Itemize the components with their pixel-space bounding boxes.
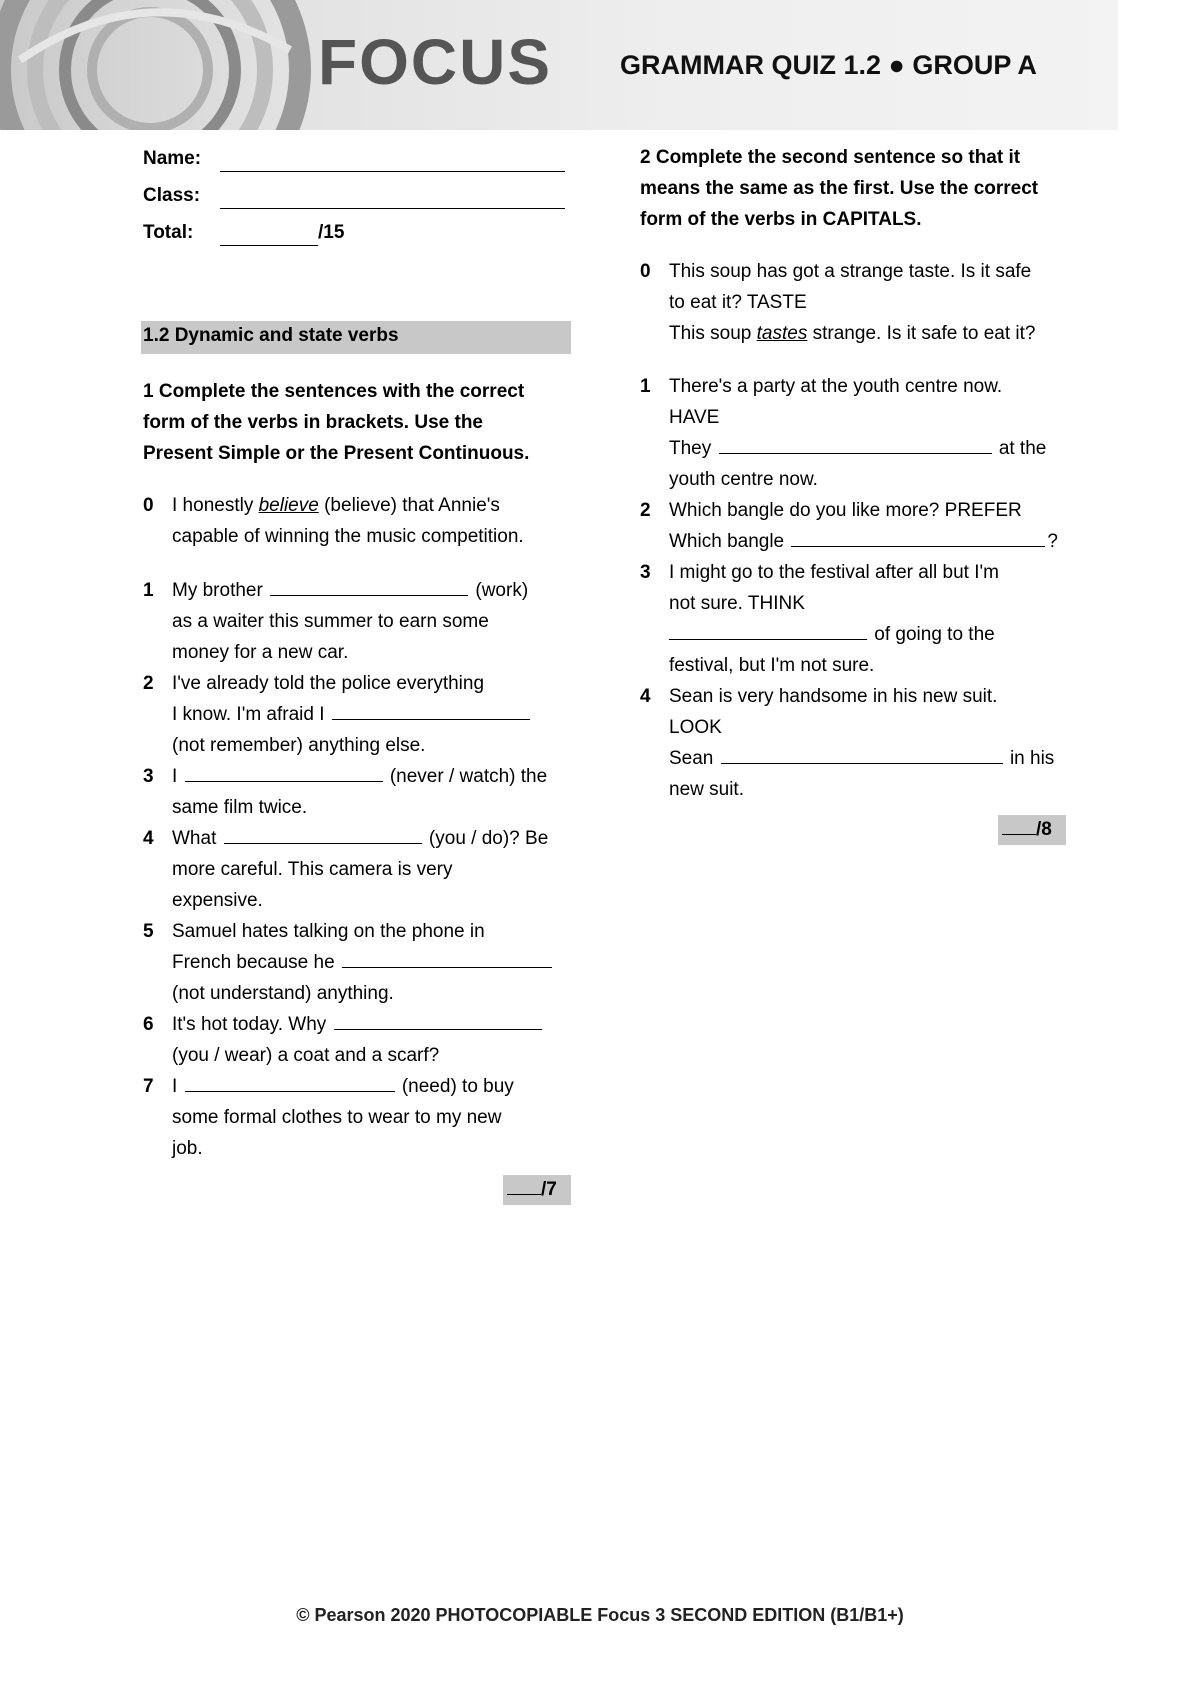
item-text: Samuel hates talking on the phone in [172, 921, 485, 942]
item-number: 6 [143, 1014, 154, 1035]
exercise2-item-1 [669, 433, 1046, 464]
answer-blank[interactable] [334, 1009, 542, 1030]
item-text: My brother [172, 580, 263, 601]
item-number: 3 [143, 766, 154, 787]
exercise1-item-1 [172, 575, 528, 606]
item-text: more careful. This camera is very [172, 859, 453, 880]
item-text: They [669, 438, 712, 459]
item-text: It's hot today. Why [172, 1014, 327, 1035]
exercise1-item-2 [172, 699, 532, 730]
class-field[interactable] [220, 188, 565, 209]
item-text: (never / watch) the [389, 766, 548, 787]
section-heading: 1.2 Dynamic and state verbs [143, 325, 399, 346]
answer-blank[interactable] [721, 743, 1003, 764]
item-text: some formal clothes to wear to my new [172, 1107, 502, 1128]
answer-blank[interactable] [185, 761, 383, 782]
item-text: French because he [172, 952, 335, 973]
item-text: Which bangle [669, 531, 785, 552]
item-text: (believe) that Annie's [318, 495, 500, 516]
exercise1-item-4 [172, 823, 548, 854]
example-answer: tastes [756, 323, 808, 344]
item-text: (work) [475, 580, 529, 601]
answer-blank[interactable] [719, 433, 992, 454]
exercise1-item-3 [172, 761, 547, 792]
item-text: not sure. THINK [669, 593, 805, 614]
answer-blank[interactable] [669, 619, 867, 640]
quiz-title: GRAMMAR QUIZ 1.2 ● GROUP A [620, 50, 1037, 80]
exercise1-score-max: /7 [541, 1179, 557, 1200]
item-text: I [172, 1076, 178, 1097]
item-text: (you / wear) a coat and a scarf? [172, 1045, 440, 1066]
item-text: ? [1047, 531, 1058, 552]
item-text: youth centre now. [669, 469, 818, 490]
item-text: capable of winning the music competition. [172, 526, 524, 547]
score-blank[interactable] [1002, 816, 1036, 835]
item-text: Sean [669, 748, 714, 769]
exercise1-item-6 [172, 1009, 544, 1040]
focus-logo: FOCUS [318, 26, 552, 98]
exercise1-item-5 [172, 947, 554, 978]
item-text: I honestly [172, 495, 259, 516]
item-text: (not understand) anything. [172, 983, 394, 1004]
item-text: This soup has got a strange taste. Is it safe [669, 261, 1032, 282]
exercise2-item-4 [669, 743, 1054, 774]
exercise1-instruction-line: 1 Complete the sentences with the correct [143, 381, 525, 402]
exercise2-instruction-line: 2 Complete the second sentence so that it [640, 147, 1021, 168]
total-label: Total: [143, 222, 194, 243]
exercise1-score-box[interactable] [503, 1175, 571, 1205]
item-text: to eat it? TASTE [669, 292, 807, 313]
item-text: I've already told the police everything [172, 673, 485, 694]
item-number: 7 [143, 1076, 154, 1097]
answer-blank[interactable] [791, 526, 1045, 547]
total-field[interactable] [220, 225, 318, 246]
section-heading-bar [141, 321, 571, 354]
item-number: 4 [640, 686, 651, 707]
answer-blank[interactable] [224, 823, 422, 844]
page-footer: © Pearson 2020 PHOTOCOPIABLE Focus 3 SECOND EDITION (B1/B1+) [296, 1605, 904, 1625]
item-text: There's a party at the youth centre now. [669, 376, 1003, 397]
item-text: strange. Is it safe to eat it? [807, 323, 1036, 344]
item-text: Sean is very handsome in his new suit. [669, 686, 998, 707]
exercise1-instruction-line: Present Simple or the Present Continuous. [143, 443, 530, 464]
item-text: What [172, 828, 217, 849]
item-number: 3 [640, 562, 651, 583]
item-text: (not remember) anything else. [172, 735, 426, 756]
answer-blank[interactable] [332, 699, 530, 720]
item-text: LOOK [669, 717, 722, 738]
exercise2-item-3 [669, 619, 995, 650]
item-number: 1 [143, 580, 154, 601]
item-number: 0 [143, 495, 154, 516]
item-text: money for a new car. [172, 642, 349, 663]
item-number: 2 [143, 673, 154, 694]
item-text: This soup [669, 323, 757, 344]
item-number: 0 [640, 261, 651, 282]
item-text: of going to the [874, 624, 995, 645]
exercise1-item-0 [172, 490, 500, 521]
example-answer: believe [258, 495, 319, 516]
item-text: at the [998, 438, 1047, 459]
exercise2-instruction-line: means the same as the first. Use the correct [640, 178, 1039, 199]
item-text: festival, but I'm not sure. [669, 655, 875, 676]
item-text: job. [172, 1138, 203, 1159]
answer-blank[interactable] [270, 575, 468, 596]
item-text: (you / do)? Be [428, 828, 549, 849]
exercise2-item-2 [669, 526, 1058, 557]
item-text: Which bangle do you like more? PREFER [669, 500, 1022, 521]
item-text: I [172, 766, 178, 787]
score-blank[interactable] [507, 1176, 541, 1195]
item-number: 4 [143, 828, 154, 849]
item-number: 1 [640, 376, 651, 397]
answer-blank[interactable] [342, 947, 552, 968]
item-number: 2 [640, 500, 651, 521]
exercise2-score-box[interactable] [998, 815, 1066, 845]
item-text: I know. I'm afraid I [172, 704, 325, 725]
exercise2-instruction-line: form of the verbs in CAPITALS. [640, 209, 922, 230]
item-text: in his [1009, 748, 1055, 769]
exercise2-item-0 [669, 318, 1035, 349]
item-text: expensive. [172, 890, 263, 911]
name-field[interactable] [220, 151, 565, 172]
item-text: HAVE [669, 407, 720, 428]
item-text: same film twice. [172, 797, 308, 818]
item-number: 5 [143, 921, 154, 942]
name-label: Name: [143, 148, 202, 169]
total-max: /15 [318, 222, 345, 243]
class-label: Class: [143, 185, 201, 206]
item-text: new suit. [669, 779, 744, 800]
page-header [0, 0, 1118, 130]
exercise1-item-7 [172, 1071, 514, 1102]
item-text: I might go to the festival after all but I'm [669, 562, 999, 583]
item-text: (need) to buy [401, 1076, 514, 1097]
answer-blank[interactable] [185, 1071, 395, 1092]
exercise1-instruction-line: form of the verbs in brackets. Use the [143, 412, 483, 433]
exercise2-score-max: /8 [1036, 819, 1052, 840]
item-text: as a waiter this summer to earn some [172, 611, 489, 632]
swirl-logo-graphic [0, 0, 320, 130]
